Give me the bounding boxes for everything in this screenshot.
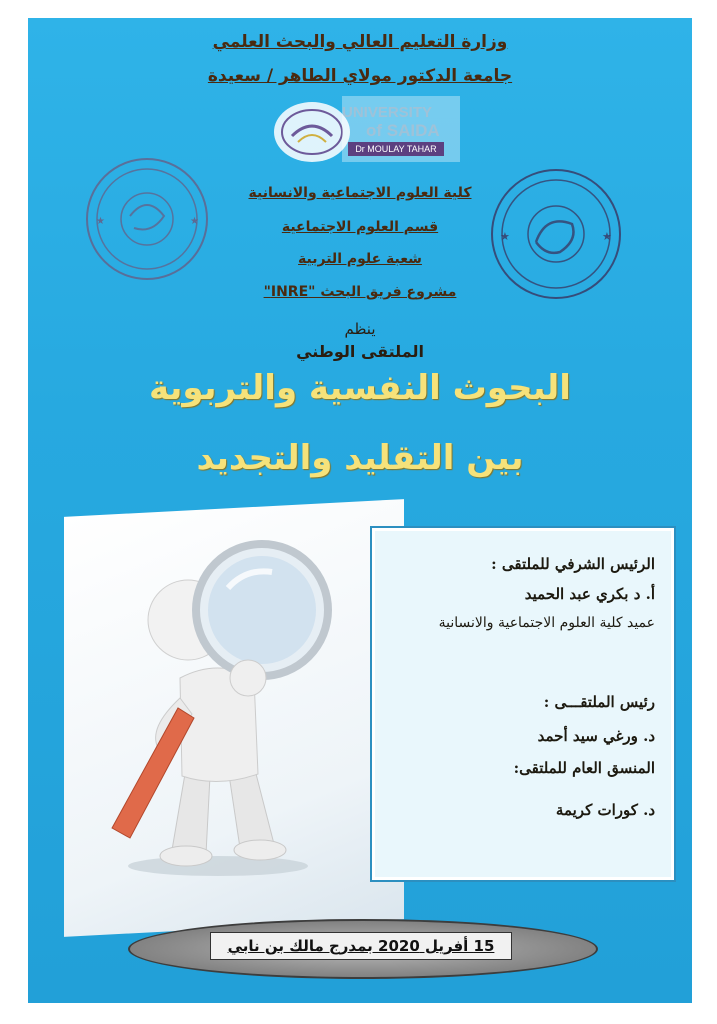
- logo-text-university: UNIVERSITY: [342, 104, 433, 121]
- university-heading: جامعة الدكتور مولاي الطاهر / سعيدة: [207, 66, 513, 86]
- faculty-name: كلية العلوم الاجتماعية والانسانية: [248, 185, 472, 201]
- honorary-chair-role: عميد كلية العلوم الاجتماعية والانسانية: [438, 615, 655, 631]
- chair-label: رئيس الملتقـــى :: [543, 693, 655, 711]
- poster: [28, 18, 692, 1003]
- title-line-1: البحوث النفسية والتربوية: [149, 368, 571, 408]
- research-project: مشروع فريق البحث "INRE": [263, 284, 457, 300]
- date-venue: 15 أفريل 2020 بمدرج مالك بن نابي: [210, 932, 512, 960]
- university-logo: [272, 96, 460, 168]
- department-name: قسم العلوم الاجتماعية: [281, 219, 439, 235]
- svg-text:★: ★: [500, 230, 510, 243]
- logo-text-saida: of SAIDA: [366, 121, 440, 140]
- branch-name: شعبة علوم التربية: [298, 251, 422, 267]
- svg-text:★: ★: [602, 230, 612, 243]
- coordinator-name: د. كورات كريمة: [555, 801, 655, 819]
- ministry-heading: وزارة التعليم العالي والبحث العلمي: [212, 32, 508, 52]
- svg-text:★: ★: [96, 216, 105, 227]
- logo-text-moulay-tahar: Dr MOULAY TAHAR: [348, 142, 444, 156]
- organizes-text: ينظم: [344, 320, 376, 338]
- honorary-chair-label: الرئيس الشرفي للملتقى :: [491, 555, 655, 573]
- magnifier-figure-illustration: [68, 538, 368, 888]
- honorary-chair-name: أ. د بكري عبد الحميد: [524, 585, 655, 603]
- event-type: الملتقى الوطني: [296, 342, 424, 361]
- coordinator-label: المنسق العام للملتقى:: [513, 759, 655, 777]
- svg-text:★: ★: [190, 216, 199, 227]
- chair-name: د. ورغي سيد أحمد: [537, 727, 655, 745]
- committee-box: [372, 528, 674, 880]
- title-line-2: بين التقليد والتجديد: [196, 438, 524, 478]
